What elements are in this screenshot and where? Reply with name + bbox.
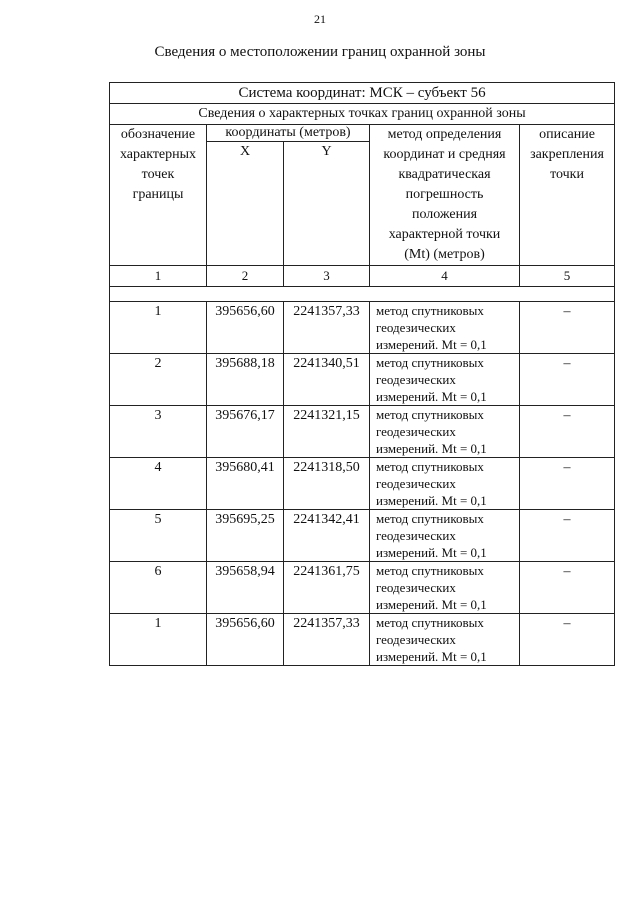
table-row	[110, 562, 615, 614]
x-coordinate-cell: 395658,94	[207, 562, 284, 614]
x-coordinate-cell: 395695,25	[207, 510, 284, 562]
table-row	[110, 302, 615, 354]
header-row	[110, 125, 615, 142]
table-row	[110, 510, 615, 562]
column-numbers-row	[110, 266, 615, 287]
point-cell: 1	[110, 302, 207, 354]
point-cell: 2	[110, 354, 207, 406]
table-row	[110, 354, 615, 406]
table-row	[110, 458, 615, 510]
table-row	[110, 406, 615, 458]
blank-row	[110, 287, 615, 302]
header-description: описание закрепления точки	[520, 125, 615, 266]
description-cell: –	[520, 302, 615, 354]
y-coordinate-cell: 2241361,75	[284, 562, 370, 614]
method-cell: метод спутниковых геодезических измерений. Mt = 0,1	[370, 406, 520, 458]
point-cell: 4	[110, 458, 207, 510]
column-number: 5	[520, 266, 615, 287]
method-cell: метод спутниковых геодезических измерений. Mt = 0,1	[370, 354, 520, 406]
column-number: 4	[370, 266, 520, 287]
header-x: X	[207, 142, 284, 266]
method-cell: метод спутниковых геодезических измерений. Mt = 0,1	[370, 302, 520, 354]
x-coordinate-cell: 395688,18	[207, 354, 284, 406]
column-number: 3	[284, 266, 370, 287]
method-cell: метод спутниковых геодезических измерений. Mt = 0,1	[370, 562, 520, 614]
page-number: 21	[314, 12, 326, 26]
points-info-row	[110, 104, 615, 125]
boundary-points-table	[109, 82, 615, 666]
description-cell: –	[520, 406, 615, 458]
y-coordinate-cell: 2241321,15	[284, 406, 370, 458]
x-coordinate-cell: 395656,60	[207, 614, 284, 666]
point-cell: 6	[110, 562, 207, 614]
x-coordinate-cell: 395680,41	[207, 458, 284, 510]
description-cell: –	[520, 614, 615, 666]
coordinate-system-cell: Система координат: МСК – субъект 56	[110, 83, 615, 104]
header-designation: обозначение характерных точек границы	[110, 125, 207, 266]
y-coordinate-cell: 2241357,33	[284, 302, 370, 354]
y-coordinate-cell: 2241357,33	[284, 614, 370, 666]
header-method: метод определения координат и средняя квадратическая погрешность положения характерной точки (Mt) (метров)	[370, 125, 520, 266]
points-info-cell: Сведения о характерных точках границ охранной зоны	[110, 104, 615, 125]
column-number: 2	[207, 266, 284, 287]
description-cell: –	[520, 510, 615, 562]
y-coordinate-cell: 2241340,51	[284, 354, 370, 406]
y-coordinate-cell: 2241318,50	[284, 458, 370, 510]
document-title: Сведения о местоположении границ охранной зоны	[154, 44, 486, 60]
y-coordinate-cell: 2241342,41	[284, 510, 370, 562]
method-cell: метод спутниковых геодезических измерений. Mt = 0,1	[370, 510, 520, 562]
column-number: 1	[110, 266, 207, 287]
method-cell: метод спутниковых геодезических измерений. Mt = 0,1	[370, 458, 520, 510]
description-cell: –	[520, 458, 615, 510]
description-cell: –	[520, 354, 615, 406]
x-coordinate-cell: 395676,17	[207, 406, 284, 458]
description-cell: –	[520, 562, 615, 614]
point-cell: 3	[110, 406, 207, 458]
point-cell: 5	[110, 510, 207, 562]
coordinate-system-row	[110, 83, 615, 104]
method-cell: метод спутниковых геодезических измерений. Mt = 0,1	[370, 614, 520, 666]
point-cell: 1	[110, 614, 207, 666]
header-coordinates	[207, 125, 370, 142]
header-coordinates-label: координаты (метров)	[225, 125, 351, 140]
x-coordinate-cell: 395656,60	[207, 302, 284, 354]
header-y: Y	[284, 142, 370, 266]
table-row	[110, 614, 615, 666]
blank-cell	[110, 287, 615, 302]
